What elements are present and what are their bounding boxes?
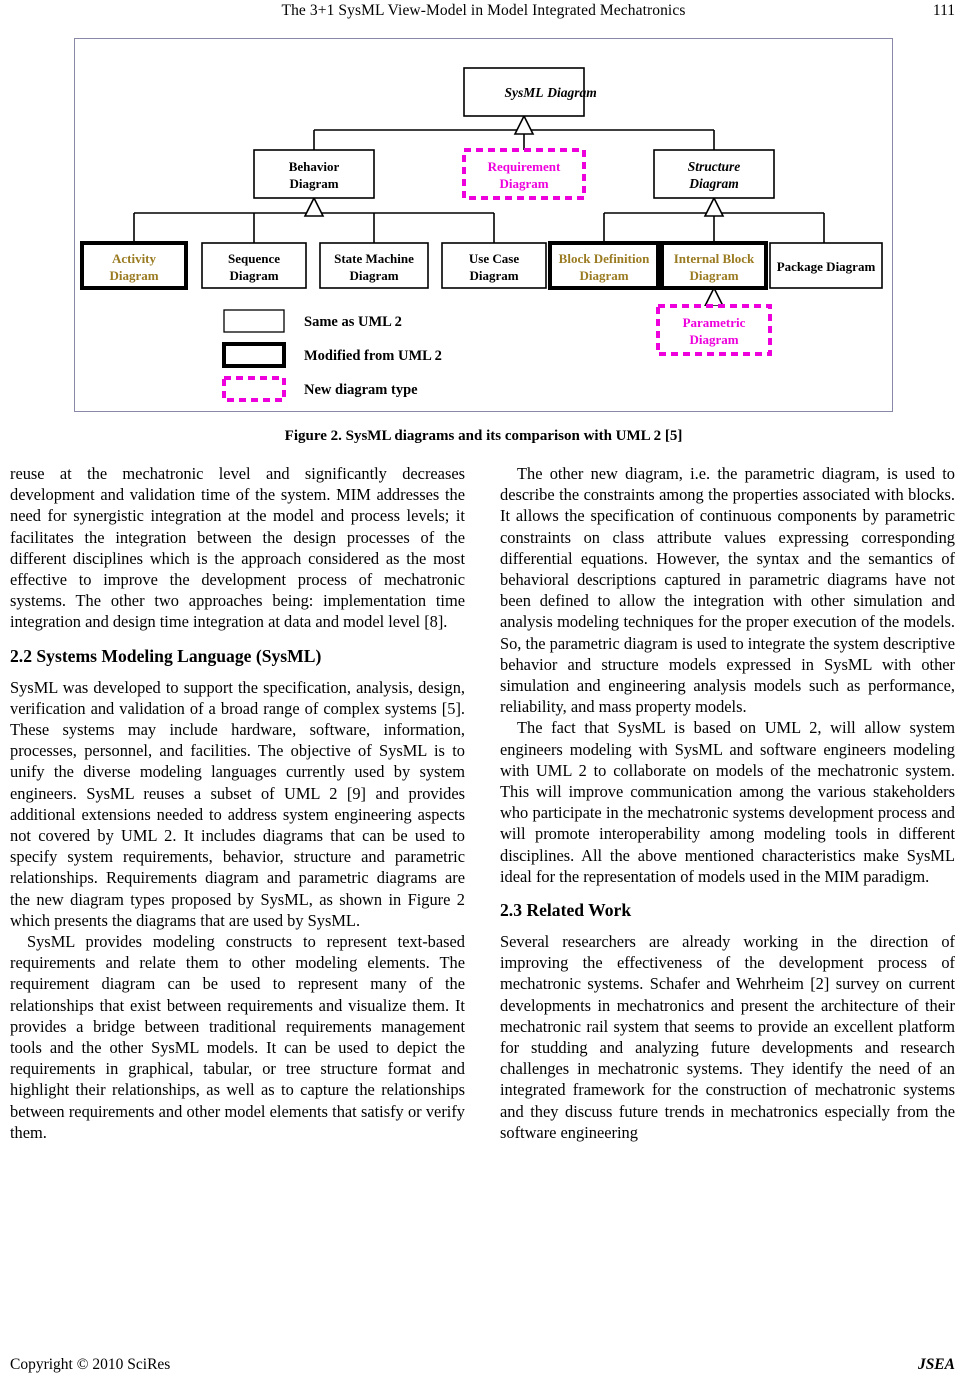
node-sequence-diagram-line2: Diagram [229,268,279,283]
node-block-definition-diagram [550,243,658,288]
node-sequence-diagram [202,243,306,288]
heading-2-3-related-work: 2.3 Related Work [500,900,632,921]
paragraph-reuse-mechatronic: reuse at the mechatronic level and significantly decreases development and validation time of the system. MIM addresses the need for synergistic integration at the model and process levels; it facilitates the integration between the design processes of the different disciplines which is the approach considered as the most effective to improve the development process of mechatronic systems. The other two approaches being: implementation time integration and design time integration at data and model level [8]. [10,464,465,632]
node-use-case-diagram [442,243,546,288]
figure-2-sysml-diagram-taxonomy [74,38,894,418]
node-parametric-diagram-line1: Parametric [682,315,746,330]
page-number: 111 [932,2,955,19]
column-right [500,463,955,1143]
paragraph-sysml-developed: SysML was developed to support the specification, analysis, design, verification and validation of a broad range of complex systems [5]. These systems may include hardware, software, information, processes, personnel, and facilities. The objective of SysML is to unify the diverse modeling languages currently used by system engineers. SysML reuses a subset of UML 2 [9] and provides additional extensions needed to address system engineering aspects not covered by UML 2. It includes diagrams that can be used to specify system requirements, behavior, structure and parametric relationships. Requirements diagram and parametric diagrams are the new diagram types proposed by SysML, as shown in Figure 2 which presents the diagrams that are used by SysML. [10,677,465,930]
paragraph-several-researchers: Several researchers are already working in the direction of improving the effectiveness of the development process of mechatronic systems. Schafer and Wehrheim [2] survey on current developments in mechatronics and present the architecture of their mechatronic rail system that seems to provide an excellent platform for studding and analyzing future developments and research challenges in mechatronic systems. They identify the need of an integrated framework for the construction of mechatronic systems and they discuss future trends in mechatronics especially from the software engineering [500,932,955,1142]
page-footer [0,1356,967,1378]
node-use-case-diagram-line1: Use Case [468,251,520,266]
node-sysml-diagram-label2: Diagram [547,85,597,100]
node-activity-diagram [82,243,186,288]
node-behavior-diagram-line2: Diagram [289,176,339,191]
node-block-definition-diagram-line2: Diagram [579,268,629,283]
node-block-definition-diagram-line1: Block Definition [558,251,650,266]
node-sequence-diagram-line1: Sequence [228,251,280,266]
node-structure-diagram [654,150,774,198]
legend-swatch-new [224,378,284,400]
node-requirement-diagram-line2: Diagram [499,176,549,191]
journal-abbreviation: JSEA [917,1356,955,1373]
legend-label-modified: Modified from UML 2 [304,348,442,364]
node-activity-diagram-line2: Diagram [109,268,159,283]
node-package-diagram-line1: Package Diagram [776,259,876,274]
copyright-notice: Copyright © 2010 SciRes [10,1356,171,1373]
node-parametric-diagram-line2: Diagram [689,332,739,347]
node-package-diagram [770,243,882,288]
figure-caption: Figure 2. SysML diagrams and its comparison with UML 2 [5] [284,428,683,444]
legend-swatch-same [224,310,284,332]
heading-2-2-systems-modeling-language: 2.2 Systems Modeling Language (SysML) [10,645,322,666]
running-head-title: The 3+1 SysML View-Model in Model Integrated Mechatronics [281,2,686,19]
paragraph-sysml-modeling-constructs: SysML provides modeling constructs to represent text-based requirements and relate them to other modeling elements. The requirement diagram can be used to represent many of the relationships that exist between requirements and visualize them. It provides a bridge between traditional requirements management tools and the other SysML models. It can be used to depict the requirements in graphical, tabular, or tree structure format and highlight their relationships, as well as to capture the relationships between requirements and other model elements that satisfy or verify them. [10,932,465,1142]
node-structure-diagram-line2: Diagram [689,176,739,191]
running-head [0,2,967,24]
node-state-machine-diagram-line2: Diagram [349,268,399,283]
node-parametric-diagram [658,306,770,354]
node-internal-block-diagram-line1: Internal Block [673,251,755,266]
node-requirement-diagram [464,150,584,198]
column-left [10,463,465,1143]
paragraph-other-new-diagram: The other new diagram, i.e. the parametric diagram, is used to describe the constraints among the properties associated with blocks. It allows the specification of continuous components by parametric constraints on class attribute values expressing corresponding differential equations. However, the syntax and the semantics of behavioral descriptions captured in parametric diagrams have not been defined to allow the integration with other simulation and analysis modeling techniques for the proper execution of the models. So, the parametric diagram is used to integrate the system descriptive behavior and structure models expressed in SysML with other simulation and engineering analysis models such as performance, reliability, and mass property models. [500,464,955,717]
node-internal-block-diagram [662,243,766,288]
node-behavior-diagram [254,150,374,198]
legend-label-same: Same as UML 2 [304,314,402,330]
node-structure-diagram-line1: Structure [687,159,741,174]
node-activity-diagram-line1: Activity [111,251,157,266]
body-columns [10,463,960,1323]
node-state-machine-diagram [320,243,428,288]
node-use-case-diagram-line2: Diagram [469,268,519,283]
legend-swatch-modified [224,344,284,366]
node-internal-block-diagram-line2: Diagram [689,268,739,283]
node-sysml-diagram [464,68,597,116]
node-sysml-diagram-label: SysML [504,85,544,100]
paragraph-sysml-based-on-uml2: The fact that SysML is based on UML 2, will allow system engineers modeling with SysML and software engineers modeling with UML 2 to collaborate on models of the mechatronic system. This will improve communication among the various stakeholders who participate in the mechatronic systems development process and will promote interoperability among modeling tools in different disciplines. All the above mentioned characteristics make SysML ideal for the representation of models used in the MIM paradigm. [500,718,955,886]
node-requirement-diagram-line1: Requirement [487,159,561,174]
node-behavior-diagram-line1: Behavior [288,159,340,174]
legend-label-new: New diagram type [304,382,418,398]
node-state-machine-diagram-line1: State Machine [334,251,414,266]
